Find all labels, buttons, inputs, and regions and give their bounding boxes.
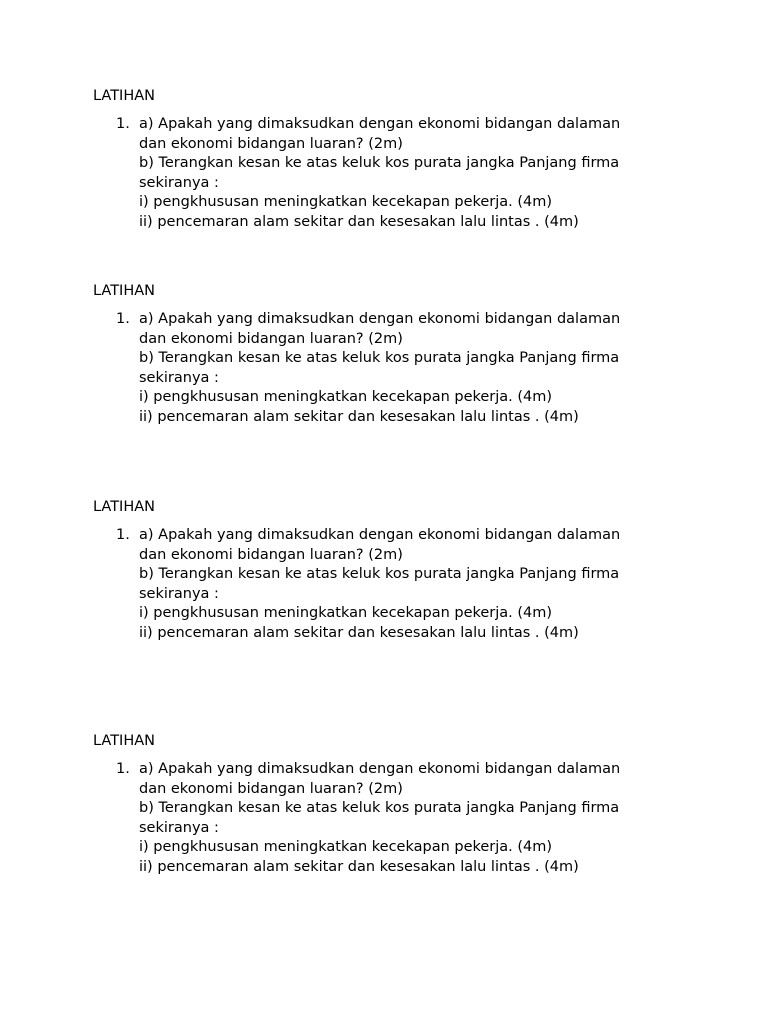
question-line: b) Terangkan kesan ke atas keluk kos purata jangka Panjang firma [139, 800, 620, 816]
question-line: dan ekonomi bidangan luaran? (2m) [139, 330, 403, 347]
question-line: b) Terangkan kesan ke atas keluk kos purata jangka Panjang firma [139, 566, 620, 582]
question-line: sekiranya : [139, 174, 219, 191]
question-line: a) Apakah yang dimaksudkan dengan ekonomi bidangan dalaman [139, 311, 621, 327]
question-line: sekiranya : [139, 585, 219, 602]
exercise-section [93, 497, 693, 643]
question-line: i) pengkhususan meningkatkan kecekapan pekerja. (4m) [139, 605, 553, 621]
exercise-section [93, 731, 693, 877]
question-number: 1. [116, 761, 130, 777]
question-line: ii) pencemaran alam sekitar dan kesesakan lalu lintas . (4m) [139, 408, 579, 425]
question-line: b) Terangkan kesan ke atas keluk kos purata jangka Panjang firma [139, 155, 620, 171]
question-item [93, 760, 693, 877]
question-item [93, 115, 693, 232]
exercise-section [93, 86, 693, 232]
section-heading: LATIHAN [93, 88, 156, 104]
question-line: i) pengkhususan meningkatkan kecekapan pekerja. (4m) [139, 839, 553, 855]
section-heading: LATIHAN [93, 283, 156, 299]
question-line: b) Terangkan kesan ke atas keluk kos purata jangka Panjang firma [139, 350, 620, 366]
question-line: ii) pencemaran alam sekitar dan kesesakan lalu lintas . (4m) [139, 858, 579, 875]
question-line: ii) pencemaran alam sekitar dan kesesakan lalu lintas . (4m) [139, 624, 579, 641]
question-line: i) pengkhususan meningkatkan kecekapan pekerja. (4m) [139, 194, 553, 210]
question-line: ii) pencemaran alam sekitar dan kesesakan lalu lintas . (4m) [139, 213, 579, 230]
question-line: sekiranya : [139, 369, 219, 386]
question-line: a) Apakah yang dimaksudkan dengan ekonomi bidangan dalaman [139, 761, 621, 777]
question-line: dan ekonomi bidangan luaran? (2m) [139, 780, 403, 797]
exercise-section [93, 281, 693, 427]
question-line: a) Apakah yang dimaksudkan dengan ekonomi bidangan dalaman [139, 527, 621, 543]
question-line: i) pengkhususan meningkatkan kecekapan pekerja. (4m) [139, 389, 553, 405]
question-line: sekiranya : [139, 819, 219, 836]
question-item [93, 310, 693, 427]
question-number: 1. [116, 527, 130, 543]
section-heading: LATIHAN [93, 733, 156, 749]
section-heading: LATIHAN [93, 499, 156, 515]
question-line: dan ekonomi bidangan luaran? (2m) [139, 135, 403, 152]
question-line: dan ekonomi bidangan luaran? (2m) [139, 546, 403, 563]
question-line: a) Apakah yang dimaksudkan dengan ekonomi bidangan dalaman [139, 116, 621, 132]
question-item [93, 526, 693, 643]
question-number: 1. [116, 311, 130, 327]
question-number: 1. [116, 116, 130, 132]
